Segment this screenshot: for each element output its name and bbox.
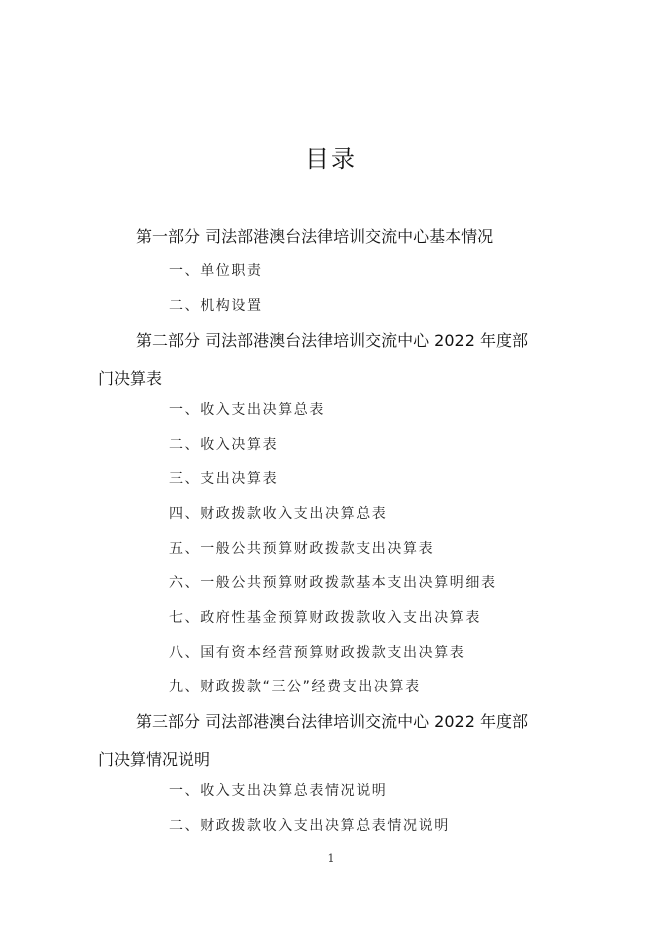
toc-item: 一、单位职责 [169, 263, 263, 279]
toc-part-3-heading-line1: 第三部分 司法部港澳台法律培训交流中心 2022 年度部 [136, 712, 528, 731]
toc-item: 九、财政拨款“三公”经费支出决算表 [169, 679, 421, 695]
toc-item: 一、收入支出决算总表情况说明 [169, 783, 388, 799]
toc-item: 四、财政拨款收入支出决算总表 [169, 506, 388, 522]
toc-item: 三、支出决算表 [169, 471, 279, 487]
toc-part-3-heading-line2: 门决算情况说明 [98, 750, 211, 769]
toc-item: 二、财政拨款收入支出决算总表情况说明 [169, 818, 450, 834]
toc-part-2-heading [98, 330, 528, 388]
toc-item: 五、一般公共预算财政拨款支出决算表 [169, 541, 435, 557]
toc-part-2-heading-line1: 第二部分 司法部港澳台法律培训交流中心 2022 年度部 [136, 331, 528, 350]
toc-item: 八、国有资本经营预算财政拨款支出决算表 [169, 645, 466, 661]
toc-item: 一、收入支出决算总表 [169, 402, 325, 418]
toc-item: 六、一般公共预算财政拨款基本支出决算明细表 [169, 575, 497, 591]
toc-part-1-heading: 第一部分 司法部港澳台法律培训交流中心基本情况 [136, 227, 494, 246]
page-title: 目录 [305, 145, 357, 173]
page-number: 1 [327, 852, 335, 865]
toc-part-2-heading-line2: 门决算表 [98, 369, 163, 388]
toc-item: 二、机构设置 [169, 298, 263, 314]
toc-part-3-heading [98, 711, 528, 769]
toc-item: 二、收入决算表 [169, 437, 279, 453]
toc-item: 七、政府性基金预算财政拨款收入支出决算表 [169, 610, 481, 626]
